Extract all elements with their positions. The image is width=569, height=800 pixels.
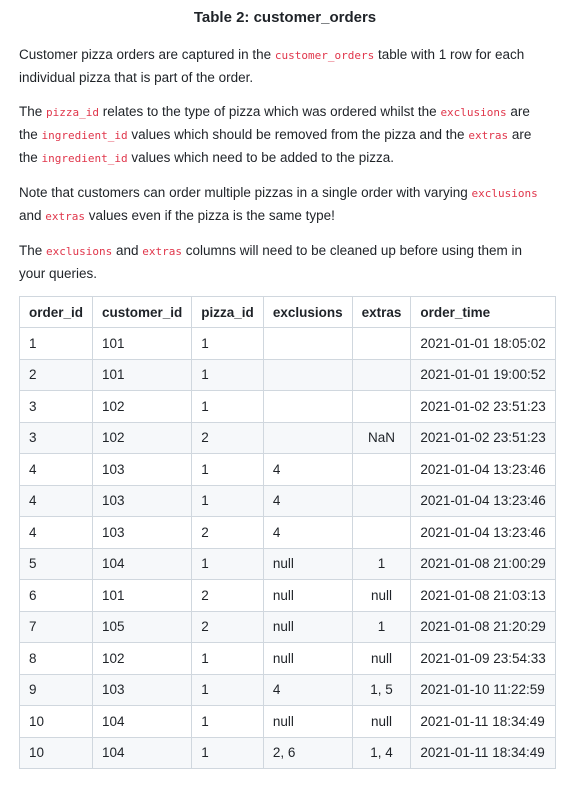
column-header-order-id: order_id	[20, 297, 93, 328]
table-row	[20, 422, 556, 454]
cell-customer-id: 101	[93, 328, 192, 360]
cell-exclusions	[263, 359, 352, 391]
cell-order-id: 1	[20, 328, 93, 360]
cell-pizza-id: 1	[192, 454, 264, 486]
cell-customer-id: 101	[93, 359, 192, 391]
text: Note that customers can order multiple pizzas in a single order with varying	[19, 185, 472, 200]
cell-order-id: 5	[20, 548, 93, 580]
pizza-id-paragraph	[19, 101, 551, 170]
intro-paragraph	[19, 44, 551, 89]
cell-exclusions: null	[263, 706, 352, 738]
cell-pizza-id: 1	[192, 359, 264, 391]
table-row	[20, 674, 556, 706]
cell-order-id: 4	[20, 485, 93, 517]
text: The	[19, 243, 47, 258]
note-paragraph	[19, 182, 551, 228]
inline-code: pizza_id	[46, 106, 99, 119]
text: columns will need to be cleaned up before using them in your queries.	[19, 243, 522, 281]
customer-orders-table	[19, 296, 556, 769]
inline-code: exclusions	[471, 187, 538, 200]
cell-pizza-id: 1	[192, 548, 264, 580]
cell-order-time: 2021-01-08 21:00:29	[411, 548, 555, 580]
cell-customer-id: 103	[93, 517, 192, 549]
cell-exclusions: 4	[263, 517, 352, 549]
cell-pizza-id: 1	[192, 391, 264, 423]
column-header-order-time: order_time	[411, 297, 555, 328]
cell-extras	[352, 328, 411, 360]
column-header-pizza-id: pizza_id	[192, 297, 264, 328]
cell-extras	[352, 485, 411, 517]
cell-order-id: 7	[20, 611, 93, 643]
cell-order-id: 10	[20, 706, 93, 738]
inline-code: extras	[468, 129, 509, 142]
cell-order-id: 8	[20, 643, 93, 675]
cell-extras: NaN	[352, 422, 411, 454]
cell-pizza-id: 1	[192, 643, 264, 675]
cleanup-paragraph	[19, 240, 551, 285]
cell-order-time: 2021-01-02 23:51:23	[411, 422, 555, 454]
column-header-extras: extras	[352, 297, 411, 328]
table-title: Table 2: customer_orders	[193, 9, 377, 26]
cell-extras: 1	[352, 611, 411, 643]
cell-exclusions: null	[263, 643, 352, 675]
cell-exclusions	[263, 422, 352, 454]
cell-pizza-id: 1	[192, 328, 264, 360]
table-row	[20, 548, 556, 580]
cell-order-time: 2021-01-01 18:05:02	[411, 328, 555, 360]
text: values which need to be added to the pizza.	[127, 150, 395, 165]
cell-extras	[352, 454, 411, 486]
cell-pizza-id: 1	[192, 674, 264, 706]
cell-extras: null	[352, 580, 411, 612]
cell-extras	[352, 517, 411, 549]
table-row	[20, 611, 556, 643]
text: The	[19, 104, 47, 119]
table-body	[20, 328, 556, 769]
table-row	[20, 454, 556, 486]
cell-order-id: 3	[20, 391, 93, 423]
cell-pizza-id: 1	[192, 706, 264, 738]
cell-order-id: 2	[20, 359, 93, 391]
cell-exclusions: null	[263, 611, 352, 643]
cell-exclusions: null	[263, 580, 352, 612]
cell-customer-id: 102	[93, 422, 192, 454]
cell-extras: null	[352, 643, 411, 675]
cell-customer-id: 104	[93, 737, 192, 769]
cell-exclusions	[263, 328, 352, 360]
inline-code: extras	[142, 245, 183, 258]
cell-customer-id: 103	[93, 454, 192, 486]
text: are the	[19, 104, 530, 142]
cell-exclusions: 2, 6	[263, 737, 352, 769]
cell-order-time: 2021-01-01 19:00:52	[411, 359, 555, 391]
table-row	[20, 737, 556, 769]
inline-code: customer_orders	[274, 49, 375, 62]
inline-code: exclusions	[46, 245, 113, 258]
table-row	[20, 485, 556, 517]
text: and	[112, 243, 143, 258]
cell-order-time: 2021-01-04 13:23:46	[411, 485, 555, 517]
text: values even if the pizza is the same type!	[85, 208, 335, 223]
cell-exclusions	[263, 391, 352, 423]
cell-exclusions: null	[263, 548, 352, 580]
cell-order-time: 2021-01-11 18:34:49	[411, 737, 555, 769]
inline-code: ingredient_id	[41, 129, 128, 142]
cell-order-time: 2021-01-08 21:20:29	[411, 611, 555, 643]
cell-pizza-id: 2	[192, 517, 264, 549]
cell-exclusions: 4	[263, 454, 352, 486]
cell-exclusions: 4	[263, 485, 352, 517]
cell-customer-id: 101	[93, 580, 192, 612]
cell-extras: 1, 4	[352, 737, 411, 769]
column-header-customer-id: customer_id	[93, 297, 192, 328]
cell-pizza-id: 2	[192, 422, 264, 454]
text: values which should be removed from the pizza and the	[127, 127, 469, 142]
cell-order-id: 4	[20, 454, 93, 486]
cell-extras: null	[352, 706, 411, 738]
table-row	[20, 517, 556, 549]
cell-order-time: 2021-01-10 11:22:59	[411, 674, 555, 706]
cell-order-time: 2021-01-02 23:51:23	[411, 391, 555, 423]
text: relates to the type of pizza which was ordered whilst the	[99, 104, 441, 119]
cell-extras	[352, 359, 411, 391]
cell-customer-id: 104	[93, 548, 192, 580]
cell-customer-id: 103	[93, 485, 192, 517]
cell-order-id: 9	[20, 674, 93, 706]
cell-pizza-id: 1	[192, 737, 264, 769]
cell-order-time: 2021-01-08 21:03:13	[411, 580, 555, 612]
inline-code: ingredient_id	[41, 152, 128, 165]
cell-extras	[352, 391, 411, 423]
cell-order-time: 2021-01-04 13:23:46	[411, 517, 555, 549]
table-header-row	[20, 297, 556, 328]
cell-order-id: 10	[20, 737, 93, 769]
text: and	[19, 208, 46, 223]
table-row	[20, 580, 556, 612]
cell-extras: 1	[352, 548, 411, 580]
table-row	[20, 391, 556, 423]
cell-customer-id: 102	[93, 391, 192, 423]
cell-exclusions: 4	[263, 674, 352, 706]
cell-order-id: 4	[20, 517, 93, 549]
cell-order-id: 6	[20, 580, 93, 612]
cell-customer-id: 102	[93, 643, 192, 675]
cell-pizza-id: 2	[192, 580, 264, 612]
cell-customer-id: 105	[93, 611, 192, 643]
column-header-exclusions: exclusions	[263, 297, 352, 328]
table-row	[20, 328, 556, 360]
cell-order-time: 2021-01-11 18:34:49	[411, 706, 555, 738]
text: are the	[19, 127, 532, 165]
cell-order-time: 2021-01-09 23:54:33	[411, 643, 555, 675]
table-row	[20, 359, 556, 391]
cell-extras: 1, 5	[352, 674, 411, 706]
table-row	[20, 706, 556, 738]
cell-customer-id: 103	[93, 674, 192, 706]
inline-code: exclusions	[440, 106, 507, 119]
inline-code: extras	[45, 210, 86, 223]
cell-customer-id: 104	[93, 706, 192, 738]
cell-order-id: 3	[20, 422, 93, 454]
cell-order-time: 2021-01-04 13:23:46	[411, 454, 555, 486]
text: Customer pizza orders are captured in the	[19, 47, 275, 62]
table-row	[20, 643, 556, 675]
cell-pizza-id: 2	[192, 611, 264, 643]
text: table with 1 row for each individual pizza that is part of the order.	[19, 47, 525, 85]
cell-pizza-id: 1	[192, 485, 264, 517]
